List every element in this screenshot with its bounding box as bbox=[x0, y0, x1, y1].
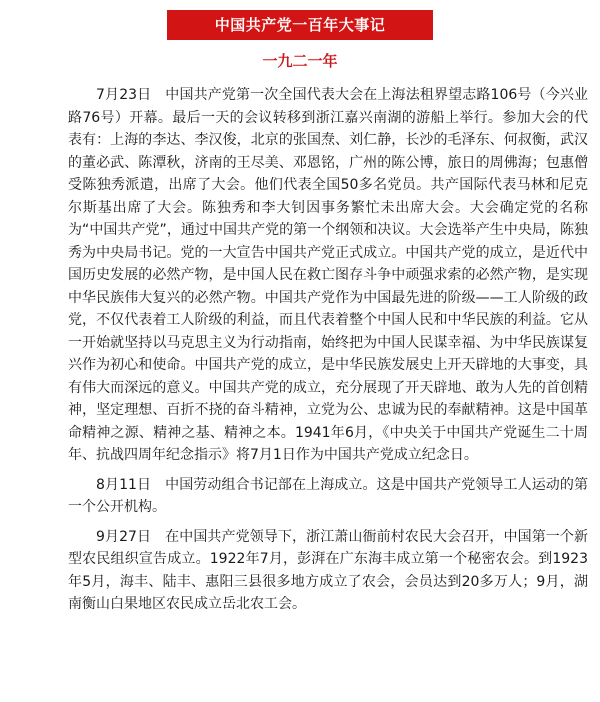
event-entry bbox=[68, 526, 588, 616]
event-list bbox=[68, 84, 588, 623]
event-date: 8月11日 bbox=[96, 476, 152, 493]
event-text: 中国劳动组合书记部在上海成立。这是中国共产党领导工人运动的第一个公开机构。 bbox=[68, 476, 588, 515]
event-date: 7月23日 bbox=[96, 87, 152, 103]
event-entry bbox=[68, 84, 588, 467]
page-title-banner: 中国共产党一百年大事记 bbox=[167, 10, 433, 40]
event-text: 在中国共产党领导下，浙江萧山衙前村农民大会召开，中国第一个新型农民组织宣告成立。1922年7月，彭湃在广东海丰成立第一个秘密农会。到1923年5月，海丰、陆丰、惠阳三县很多地方成立了农会，会员达到20多万人；9月，湖南衡山白果地区农民成立岳北农工会。 bbox=[68, 528, 588, 612]
event-text: 中国共产党第一次全国代表大会在上海法租界望志路106号（今兴业路76号）开幕。最后一天的会议转移到浙江嘉兴南湖的游船上举行。参加大会的代表有：上海的李达、李汉俊，北京的张国焘、刘仁静，长沙的毛泽东、何叔衡，武汉的董必武、陈潭秋，济南的王尽美、邓恩铭，广州的陈公博，旅日的周佛海；包惠僧受陈独秀派遣，出席了大会。他们代表全国50多名党员。共产国际代表马林和尼克尔斯基出席了大会。陈独秀和李大钊因事务繁忙未出席大会。大会确定党的名称为“中国共产党”，通过中国共产党的第一个纲领和决议。大会选举产生中央局，陈独秀为中央局书记。党的一大宣告中国共产党正式成立。中国共产党的成立，是近代中国历史发展的必然产物，是中国人民在救亡图存斗争中顽强求索的必然产物，是实现中华民族伟大复兴的必然产物。中国共产党作为中国最先进的阶级——工人阶级的政党，不仅代表着工人阶级的利益，而且代表着整个中国人民和中华民族的利益。它从一开始就坚持以马克思主义为行动指南，始终把为中国人民谋幸福、为中华民族谋复兴作为初心和使命。中国共产党的成立，是中华民族发展史上开天辟地的大事变，具有伟大而深远的意义。中国共产党的成立，充分展现了开天辟地、敢为人先的首创精神，坚定理想、百折不挠的奋斗精神，立党为公、忠诚为民的奉献精神。这是中国革命精神之源、精神之基、精神之本。1941年6月，《中央关于中国共产党诞生二十周年、抗战四周年纪念指示》将7月1日作为中国共产党成立纪念日。 bbox=[68, 87, 588, 463]
event-date: 9月27日 bbox=[96, 528, 152, 545]
year-heading: 一九二一年 bbox=[262, 52, 338, 70]
event-entry bbox=[68, 474, 588, 519]
